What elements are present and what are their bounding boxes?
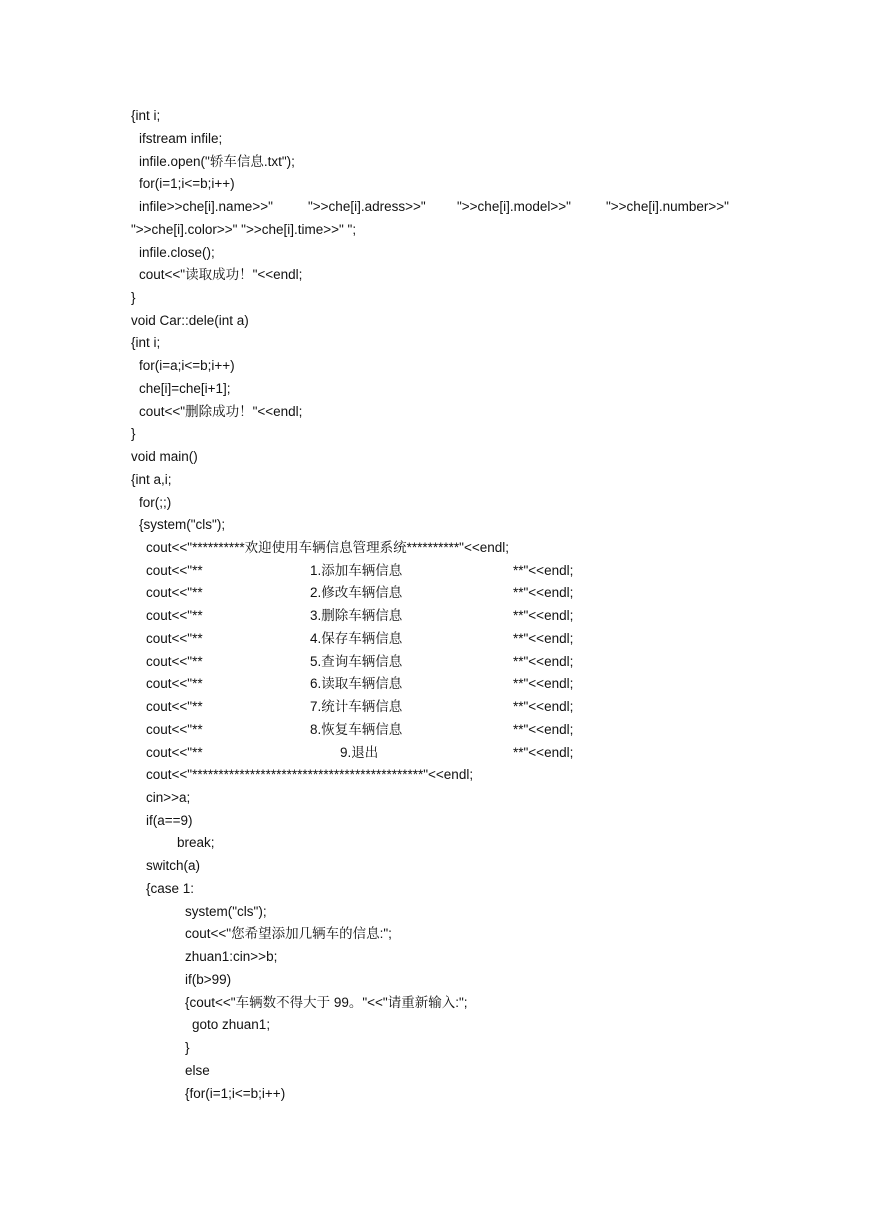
code-line [185,992,468,1014]
code-text: goto zhuan1; [192,1017,271,1032]
code-text: break; [177,835,215,850]
code-text: **"<<endl; [513,654,574,669]
code-text: **"<<endl; [513,563,574,578]
menu-line [146,628,574,650]
code-line [131,105,161,127]
code-line [139,401,303,423]
code-text: 2.修改车辆信息 [310,585,403,600]
menu-line [146,651,574,673]
code-line [146,787,191,809]
code-text: 9.退出 [340,745,379,760]
code-text: {cout<<"车辆数不得大于 99。"<<"请重新输入:"; [185,995,468,1010]
code-text: for(;;) [139,495,172,510]
code-line [131,310,249,332]
code-line [139,173,235,195]
code-line [139,128,223,150]
code-text: cin>>a; [146,790,191,805]
code-text: 8.恢复车辆信息 [310,722,403,737]
code-text: if(b>99) [185,972,232,987]
code-text: {int a,i; [131,472,172,487]
code-text: for(i=a;i<=b;i++) [139,358,235,373]
code-line [131,469,172,491]
code-line [139,492,172,514]
code-text: **"<<endl; [513,676,574,691]
code-text: 3.删除车辆信息 [310,608,403,623]
code-line [139,514,226,536]
code-text: **"<<endl; [513,745,574,760]
code-text: cout<<"** [146,745,203,760]
code-line [139,151,295,173]
code-line [146,878,195,900]
code-text: cout<<"您希望添加几辆车的信息:"; [185,926,392,941]
code-line [131,287,146,309]
code-text: {case 1: [146,881,195,896]
code-line [192,1014,271,1036]
code-line [146,810,193,832]
code-text: cout<<"** [146,676,203,691]
code-text: ">>che[i].adress>>" [308,199,426,214]
code-text: cout<<"删除成功！"<<endl; [139,404,303,419]
code-text: cout<<"********************************************"<<endl; [146,767,474,782]
menu-line [146,742,574,764]
code-text: } [131,290,136,305]
code-text: 7.统计车辆信息 [310,699,403,714]
code-text: system("cls"); [185,904,267,919]
code-text: {for(i=1;i<=b;i++) [185,1086,286,1101]
code-text: {int i; [131,108,161,123]
code-text: **"<<endl; [513,631,574,646]
code-line [131,423,146,445]
code-text: } [185,1040,190,1055]
code-line [131,332,161,354]
code-text: 1.添加车辆信息 [310,563,403,578]
code-text: void main() [131,449,198,464]
code-text: ">>che[i].model>>" [457,199,571,214]
code-line [185,901,267,923]
code-text: che[i]=che[i+1]; [139,381,231,396]
code-line [139,378,231,400]
code-text: {int i; [131,335,161,350]
menu-line [146,719,574,741]
code-text: 6.读取车辆信息 [310,676,403,691]
code-line [185,969,232,991]
code-text: **"<<endl; [513,699,574,714]
code-line [185,1083,286,1105]
code-line [185,923,392,945]
code-text: cout<<"**********欢迎使用车辆信息管理系统**********"<<endl; [146,540,509,555]
menu-line [146,560,574,582]
code-text: ">>che[i].number>>" [606,199,729,214]
code-text: cout<<"** [146,654,203,669]
code-line [139,355,235,377]
code-text: {system("cls"); [139,517,226,532]
code-text: void Car::dele(int a) [131,313,249,328]
code-text: cout<<"** [146,699,203,714]
menu-line [146,605,574,627]
code-text: cout<<"** [146,722,203,737]
menu-line [146,696,574,718]
code-line [131,219,357,241]
code-text: 5.查询车辆信息 [310,654,403,669]
code-line [139,196,729,218]
code-text: for(i=1;i<=b;i++) [139,176,235,191]
code-text: **"<<endl; [513,608,574,623]
code-line [185,1037,200,1059]
code-line [185,946,278,968]
code-line [177,832,215,854]
code-text: } [131,426,136,441]
code-text: cout<<"** [146,563,203,578]
code-line [185,1060,210,1082]
code-text: zhuan1:cin>>b; [185,949,278,964]
code-line [139,242,215,264]
code-text: **"<<endl; [513,585,574,600]
code-text: 4.保存车辆信息 [310,631,403,646]
code-text: infile>>che[i].name>>" [139,199,273,214]
menu-line [146,582,574,604]
code-text: **"<<endl; [513,722,574,737]
code-line [146,537,509,559]
code-text: infile.open("轿车信息.txt"); [139,154,295,169]
code-text: cout<<"** [146,608,203,623]
code-text: infile.close(); [139,245,215,260]
code-text: ">>che[i].color>>" ">>che[i].time>>" "; [131,222,357,237]
code-text: cout<<"** [146,631,203,646]
code-line [146,764,474,786]
code-text: ifstream infile; [139,131,223,146]
code-line [131,446,198,468]
code-text: cout<<"读取成功！"<<endl; [139,267,303,282]
code-line [146,855,201,877]
code-text: switch(a) [146,858,201,873]
code-line [139,264,303,286]
code-text: if(a==9) [146,813,193,828]
code-text: cout<<"** [146,585,203,600]
menu-line [146,673,574,695]
code-text: else [185,1063,210,1078]
